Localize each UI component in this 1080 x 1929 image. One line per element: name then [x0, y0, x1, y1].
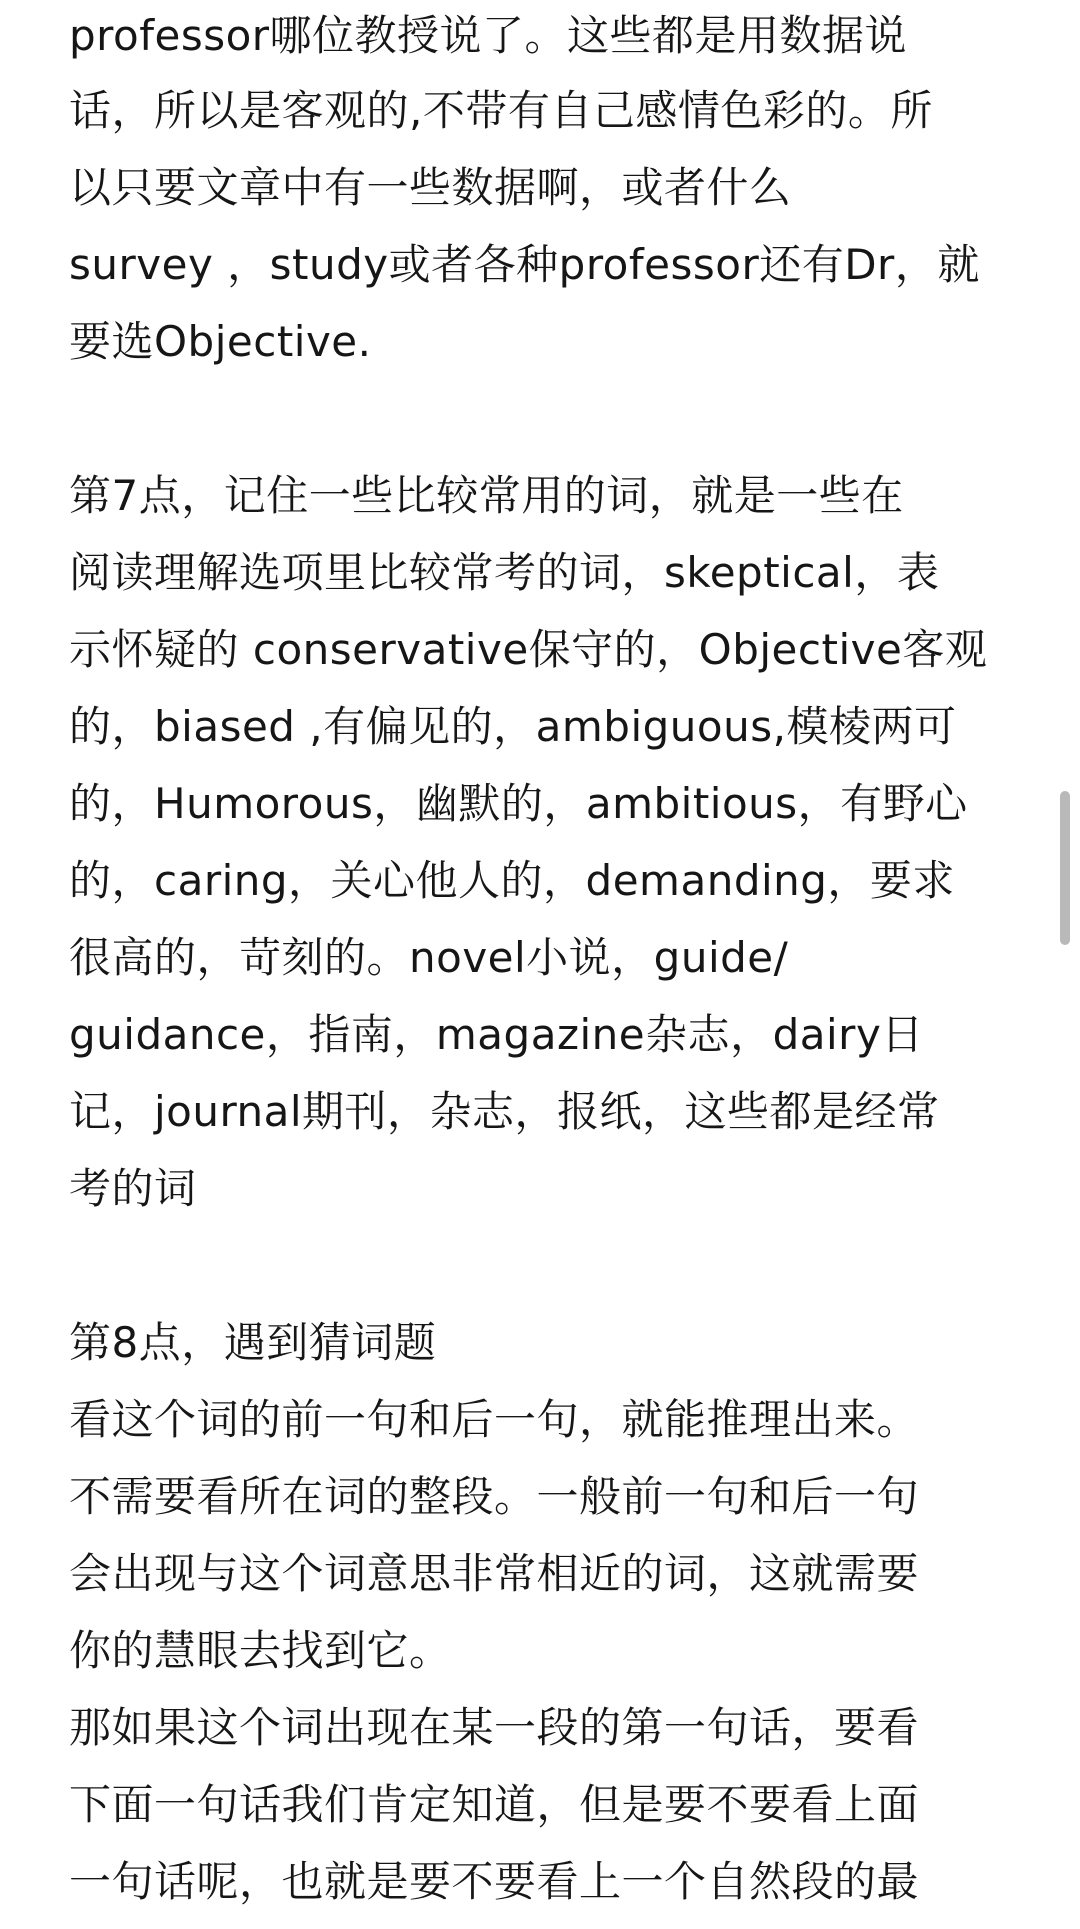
text-line: 第8点，遇到猜词题 — [69, 1318, 437, 1367]
text-line: professor哪位教授说了。这些都是用数据说 — [69, 11, 908, 60]
text-line: 那如果这个词出现在某一段的第一句话，要看 — [69, 1703, 920, 1752]
text-line: 很高的，苛刻的。novel小说，guide/ — [69, 933, 789, 982]
text-line: 考的词 — [69, 1164, 197, 1213]
text-line: 阅读理解选项里比较常考的词，skeptical，表 — [69, 548, 940, 597]
vertical-scrollbar[interactable] — [1060, 0, 1070, 1929]
text-line: 的，caring，关心他人的，demanding，要求 — [69, 856, 955, 905]
text-line: guidance，指南，magazine杂志，dairy日 — [69, 1010, 924, 1059]
article-body — [69, 0, 1014, 1920]
text-line: 以只要文章中有一些数据啊，或者什么 — [69, 163, 792, 212]
paragraph-point-7 — [69, 457, 1014, 1227]
text-line: 下面一句话我们肯定知道，但是要不要看上面 — [69, 1780, 920, 1829]
text-line: 示怀疑的 conservative保守的，Objective客观 — [69, 625, 988, 674]
text-line: 话，所以是客观的,不带有自己感情色彩的。所 — [69, 86, 933, 135]
text-line: 的，Humorous，幽默的，ambitious，有野心 — [69, 779, 968, 828]
text-line: 不需要看所在词的整段。一般前一句和后一句 — [69, 1472, 920, 1521]
paragraph-gap — [69, 1227, 1014, 1304]
paragraph-point-8 — [69, 1304, 1014, 1920]
scrollbar-thumb[interactable] — [1060, 791, 1070, 945]
paragraph-gap — [69, 380, 1014, 457]
text-line: 一句话呢，也就是要不要看上一个自然段的最 — [69, 1857, 920, 1906]
text-line: 看这个词的前一句和后一句，就能推理出来。 — [69, 1395, 920, 1444]
text-line: 你的慧眼去找到它。 — [69, 1626, 452, 1675]
text-line: 记，journal期刊，杂志，报纸，这些都是经常 — [69, 1087, 940, 1136]
text-line: 会出现与这个词意思非常相近的词，这就需要 — [69, 1549, 920, 1598]
paragraph-data-objective — [69, 0, 1014, 380]
text-line: 要选Objective. — [69, 317, 372, 366]
text-line: 第7点，记住一些比较常用的词，就是一些在 — [69, 471, 904, 520]
text-line: survey ，study或者各种professor还有Dr，就 — [69, 240, 980, 289]
text-line: 的，biased ,有偏见的，ambiguous,模棱两可 — [69, 702, 957, 751]
